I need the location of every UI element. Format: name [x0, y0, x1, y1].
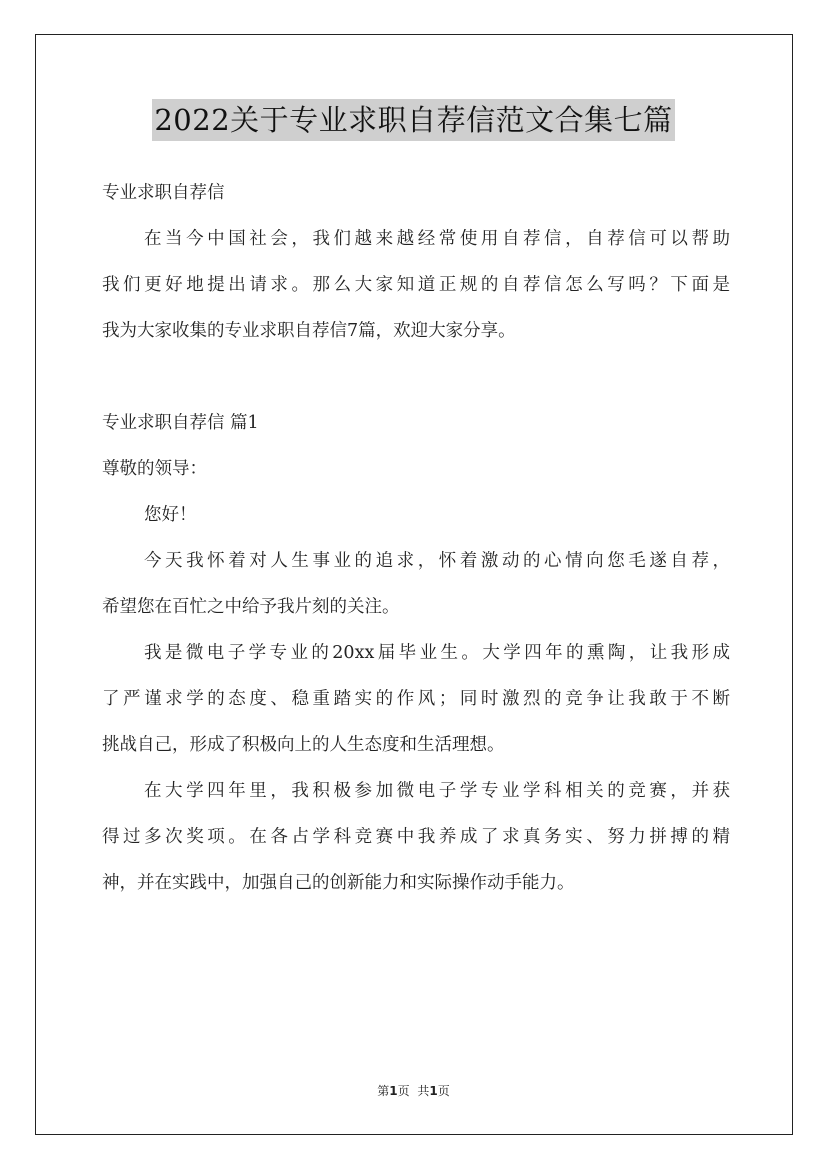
- section-heading: 专业求职自荐信: [102, 183, 225, 203]
- total-prefix: 共: [417, 1084, 430, 1098]
- total-pages: 1: [429, 1084, 438, 1098]
- paragraph-line: 神，并在实践中，加强自己的创新能力和实际操作动手能力。: [102, 873, 575, 893]
- paragraph-line: 挑战自己，形成了积极向上的人生态度和生活理想。: [102, 735, 505, 755]
- page-label: 页: [397, 1084, 410, 1098]
- document-title: 2022关于专业求职自荐信范文合集七篇: [152, 99, 674, 141]
- paragraph-line: 在大学四年里，我积极参加微电子学专业学科相关的竞赛，并获: [144, 781, 730, 801]
- page-prefix: 第: [377, 1084, 390, 1098]
- spacer: [102, 354, 730, 400]
- paragraph-line: 今天我怀着对人生事业的追求，怀着激动的心情向您毛遂自荐，: [144, 551, 730, 571]
- page-footer: [0, 1082, 827, 1099]
- salutation: 尊敬的领导：: [102, 459, 207, 479]
- paragraph-line: 了严谨求学的态度、稳重踏实的作风；同时激烈的竞争让我敢于不断: [102, 689, 730, 709]
- paragraph-line: 希望您在百忙之中给予我片刻的关注。: [102, 597, 400, 617]
- paragraph-line: 在当今中国社会，我们越来越经常使用自荐信，自荐信可以帮助: [144, 229, 730, 249]
- paragraph-line: 得过多次奖项。在各占学科竞赛中我养成了求真务实、努力拼搏的精: [102, 827, 730, 847]
- paragraph-line: 我们更好地提出请求。那么大家知道正规的自荐信怎么写吗？下面是: [102, 275, 730, 295]
- paragraph-line: 我为大家收集的专业求职自荐信7篇，欢迎大家分享。: [102, 321, 516, 341]
- total-label: 页: [437, 1084, 450, 1098]
- document-body: [102, 170, 730, 906]
- page-number: 1: [389, 1084, 398, 1098]
- title-container: [0, 99, 827, 141]
- greeting: 您好！: [144, 505, 197, 525]
- paragraph-line: 我是微电子学专业的20xx届毕业生。大学四年的熏陶，让我形成: [144, 643, 730, 663]
- letter-heading: 专业求职自荐信 篇1: [102, 413, 259, 433]
